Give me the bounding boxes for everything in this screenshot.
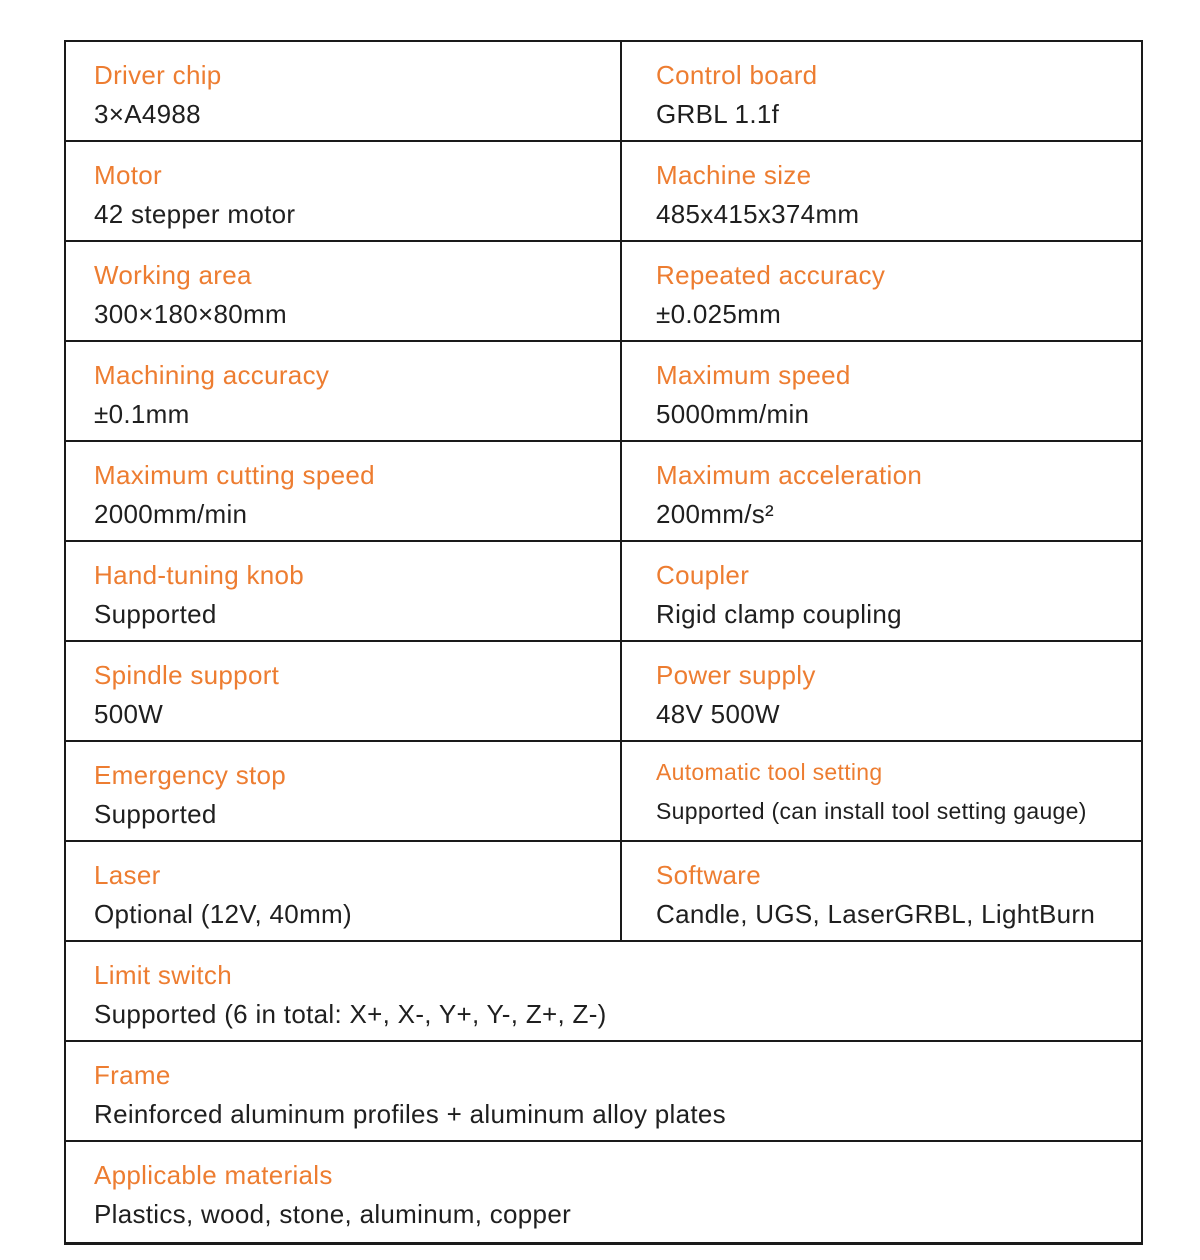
cell-software bbox=[622, 842, 1141, 940]
cell-limit-switch bbox=[66, 942, 1141, 1040]
table-row bbox=[66, 142, 1141, 242]
spec-label: Power supply bbox=[656, 660, 816, 690]
spec-label: Maximum speed bbox=[656, 360, 851, 390]
spec-value: 500W bbox=[94, 699, 164, 729]
spec-label: Limit switch bbox=[94, 960, 232, 990]
spec-label: Spindle support bbox=[94, 660, 280, 690]
cell-control-board bbox=[622, 42, 1141, 140]
spec-label: Maximum cutting speed bbox=[94, 460, 375, 490]
table-row bbox=[66, 1042, 1141, 1142]
spec-value: 200mm/s² bbox=[656, 499, 774, 529]
spec-value: Supported bbox=[94, 799, 217, 829]
table-row bbox=[66, 242, 1141, 342]
spec-value: Supported (6 in total: X+, X-, Y+, Y-, Z+, Z-) bbox=[94, 999, 607, 1029]
table-row bbox=[66, 742, 1141, 842]
cell-power-supply bbox=[622, 642, 1141, 740]
spec-value: Supported (can install tool setting gauge) bbox=[656, 798, 1087, 824]
cell-maximum-cutting-speed bbox=[66, 442, 622, 540]
cell-coupler bbox=[622, 542, 1141, 640]
spec-value: 300×180×80mm bbox=[94, 299, 287, 329]
spec-value: ±0.1mm bbox=[94, 399, 190, 429]
cell-machining-accuracy bbox=[66, 342, 622, 440]
cell-motor bbox=[66, 142, 622, 240]
spec-value: Supported bbox=[94, 599, 217, 629]
spec-label: Machine size bbox=[656, 160, 812, 190]
spec-label: Machining accuracy bbox=[94, 360, 330, 390]
spec-value: Reinforced aluminum profiles + aluminum alloy plates bbox=[94, 1099, 726, 1129]
spec-label: Control board bbox=[656, 60, 818, 90]
spec-label: Maximum acceleration bbox=[656, 460, 923, 490]
spec-label: Coupler bbox=[656, 560, 750, 590]
table-row bbox=[66, 442, 1141, 542]
table-row bbox=[66, 342, 1141, 442]
cell-maximum-acceleration bbox=[622, 442, 1141, 540]
spec-label: Automatic tool setting bbox=[656, 759, 883, 785]
spec-value: ±0.025mm bbox=[656, 299, 782, 329]
table-row bbox=[66, 542, 1141, 642]
cell-machine-size bbox=[622, 142, 1141, 240]
cell-applicable-materials bbox=[66, 1142, 1141, 1242]
spec-label: Driver chip bbox=[94, 60, 222, 90]
spec-label: Applicable materials bbox=[94, 1160, 333, 1190]
spec-label: Working area bbox=[94, 260, 252, 290]
spec-value: Plastics, wood, stone, aluminum, copper bbox=[94, 1199, 572, 1229]
spec-value: 485x415x374mm bbox=[656, 199, 860, 229]
cell-laser bbox=[66, 842, 622, 940]
spec-value: GRBL 1.1f bbox=[656, 99, 780, 129]
cell-driver-chip bbox=[66, 42, 622, 140]
cell-hand-tuning-knob bbox=[66, 542, 622, 640]
spec-label: Hand-tuning knob bbox=[94, 560, 305, 590]
spec-value: 42 stepper motor bbox=[94, 199, 296, 229]
spec-label: Software bbox=[656, 860, 762, 890]
cell-frame bbox=[66, 1042, 1141, 1140]
spec-label: Motor bbox=[94, 160, 162, 190]
spec-value: Optional (12V, 40mm) bbox=[94, 899, 352, 929]
spec-value: Rigid clamp coupling bbox=[656, 599, 902, 629]
table-row bbox=[66, 942, 1141, 1042]
spec-value: Candle, UGS, LaserGRBL, LightBurn bbox=[656, 899, 1096, 929]
cell-maximum-speed bbox=[622, 342, 1141, 440]
spec-value: 2000mm/min bbox=[94, 499, 248, 529]
table-row bbox=[66, 642, 1141, 742]
spec-label: Laser bbox=[94, 860, 161, 890]
spec-value: 3×A4988 bbox=[94, 99, 201, 129]
cell-repeated-accuracy bbox=[622, 242, 1141, 340]
spec-value: 48V 500W bbox=[656, 699, 780, 729]
spec-label: Frame bbox=[94, 1060, 171, 1090]
spec-label: Repeated accuracy bbox=[656, 260, 886, 290]
cell-automatic-tool-setting bbox=[622, 742, 1141, 840]
cell-working-area bbox=[66, 242, 622, 340]
table-row bbox=[66, 42, 1141, 142]
table-row bbox=[66, 1142, 1141, 1242]
spec-table bbox=[64, 40, 1143, 1245]
spec-label: Emergency stop bbox=[94, 760, 287, 790]
cell-emergency-stop bbox=[66, 742, 622, 840]
spec-value: 5000mm/min bbox=[656, 399, 810, 429]
cell-spindle-support bbox=[66, 642, 622, 740]
table-row bbox=[66, 842, 1141, 942]
